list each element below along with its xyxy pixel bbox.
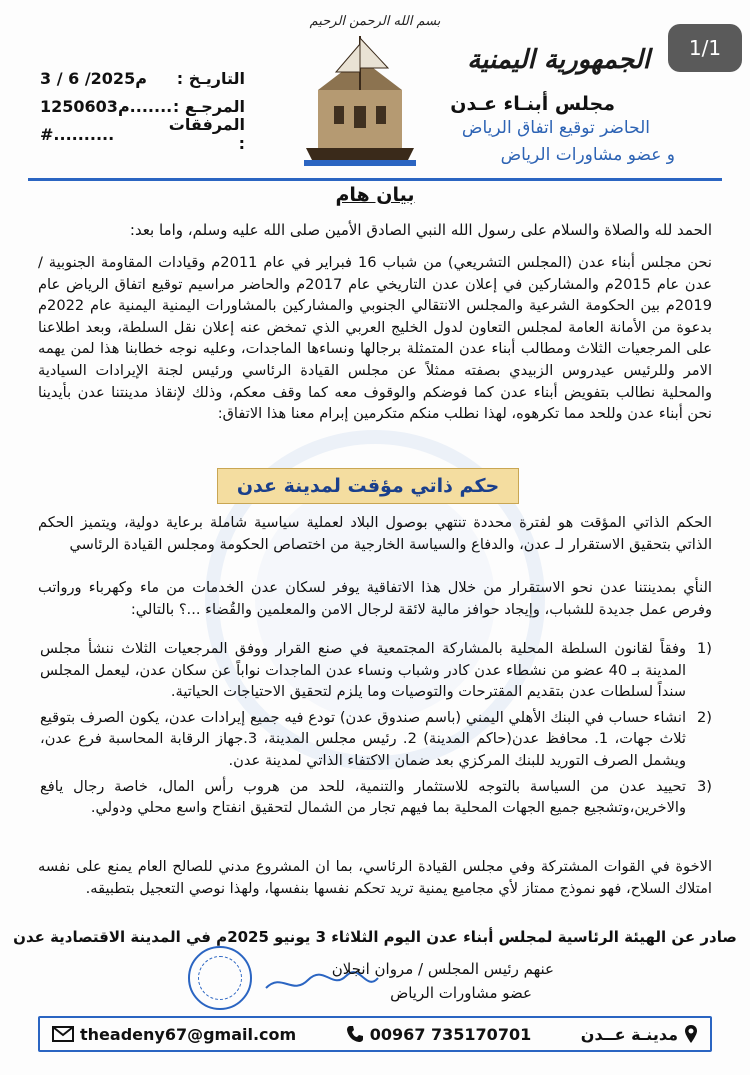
list-number: 3) bbox=[697, 777, 712, 795]
intro-paragraph: نحن مجلس أبناء عدن (المجلس التشريعي) من شباب 16 فبراير في عام 2011م وقيادات المقاومة الجنوبية /عدن عام 2015م والمشاركين في إعلان عدن التاريخي عام 2017م والحاضر مراسيم توقيع اتفاق الرياض عام 2019م بين الحكومة الشرعية والمجلس الانتقالي الجنوبي والمشاركين بالمشاورات اليمنية اليمنية عام 2022م بدعوة من الأمانة العامة لمجلس التعاون لدول الخليج العربي الذي تمخض عنه إعلان نقل السلطة، وبعد اطلاعنا على المرجعيات الثلاث ومطالب أبناء عدن المتمثلة برجالها ونساءها الماجدات، وعليه نوجه خطابنا هذا لمن يهمه الامر وللرئيس عيدروس الزبيدي بصفته ممثلاً عن مجلس القيادة الرئاسي ورئيس لجنة الإيرادات السيادية والمحلية نطالب بتفويض أبناء عدن كما فوضكم والوقوف معه كما وقف معكم، وذلك لإنقاذ مدينتنا عدن بأيدينا نحن أبناء عدن وللحد مما تكرهوه، لهذا نطلب منكم متكرمين إبرام معنا هذا الاتفاق: bbox=[38, 254, 712, 423]
page-counter[interactable]: 1/1 bbox=[668, 24, 742, 72]
list-number: 1) bbox=[697, 640, 712, 657]
closing-paragraph: الاخوة في القوات المشتركة وفي مجلس القيادة الرئاسي، بما ان المشروع مدني للصالح العام يمنع على نفسه امتلاك السلاح، فهو نموذج ممتاز لأي مجاميع يمنية تريد تحكم نفسها بنفسها، ولهذا نوصي التعجيل بتطبيقه. bbox=[38, 858, 712, 897]
list-item bbox=[40, 638, 712, 703]
list-item bbox=[40, 776, 712, 819]
meta-label: التاريـخ : bbox=[176, 68, 245, 88]
header-divider bbox=[28, 178, 722, 181]
envelope-icon bbox=[52, 1026, 74, 1042]
meta-date-row bbox=[40, 64, 245, 92]
org-name: مجلس أبنـاء عـدن bbox=[450, 93, 615, 115]
footer-phone[interactable] bbox=[346, 1025, 531, 1044]
issued-line: صادر عن الهيئة الرئاسية لمجلس أبناء عدن اليوم الثلاثاء 3 يونيو 2025م في المدينة الاقتصادية عدن bbox=[13, 928, 737, 946]
org-subtitle-2: و عضو مشاورات الرياض bbox=[500, 145, 675, 165]
demands-list bbox=[40, 638, 712, 823]
list-text: وفقاً لقانون السلطة المحلية بالمشاركة المجتمعية في صنع القرار ووفق المرجعيات الثلاث ننشأ مجلس المدينة بـ 40 عضو من نشطاء عدن كادر وشباب ونساء عدن الماجدات نواباً عن سكان عدن، ليعمل المجلس سنداً لسلطات عدن بتقديم المقترحات والتوصيات وما يلزم لتحقيق الاحتياجات الحياتية. bbox=[40, 640, 686, 701]
official-stamp-icon bbox=[188, 946, 252, 1010]
list-number: 2) bbox=[697, 708, 712, 726]
footer-email[interactable] bbox=[52, 1025, 296, 1044]
letterhead-calligraphy: الجمهورية اليمنية bbox=[467, 45, 650, 75]
document-meta bbox=[40, 64, 245, 153]
signatory-title: عضو مشاورات الرياض bbox=[390, 984, 532, 1002]
statement-heading: بيان هام bbox=[335, 184, 415, 206]
greeting-paragraph: الحمد لله والصلاة والسلام على رسول الله النبي الصادق الأمين صلى الله عليه وسلم، واما بعد: bbox=[129, 221, 712, 239]
subheading-banner: حكم ذاتي مؤقت لمدينة عدن bbox=[217, 468, 519, 504]
contact-footer bbox=[38, 1016, 712, 1052]
meta-attachments: #.......... bbox=[40, 124, 115, 144]
meta-label: المرفقات : bbox=[168, 115, 245, 153]
location-pin-icon bbox=[684, 1024, 698, 1044]
goal-paragraph: النأي بمدينتنا عدن نحو الاستقرار من خلال هذا الاتفاقية يوفر لسكان عدن الخدمات من ماء وكهرباء ورواتب وفرص عمل جديدة للشباب، وإيجاد حوافز مالية لائقة لرجال الامن والمعلمين والقُضاء ...؟ بالتالي: bbox=[38, 579, 712, 618]
list-text: انشاء حساب في البنك الأهلي اليمني (باسم صندوق عدن) تودع فيه جميع إيرادات عدن، يكون الصرف بتوقيع ثلاث جهات، 1. محافظ عدن(حاكم المدينة) 2. رئيس مجلس المدينة، 3.جهاز الرقابة المحاسبة فرع عدن، ويشمل الصرف التوريد للبنك المركزي بعد ضمان الاكتفاء الذاتي لمدينة عدن. bbox=[40, 708, 686, 769]
meta-label: المرجـع : bbox=[172, 96, 245, 116]
meta-attachments-row bbox=[40, 115, 245, 153]
meta-date: 3 / 6 /2025م bbox=[40, 68, 147, 88]
org-subtitle-1: الحاضر توقيع اتفاق الرياض bbox=[461, 118, 650, 138]
list-item bbox=[40, 707, 712, 772]
list-text: تحييد عدن من السياسة بالتوجه للاستثمار والتنمية، للحد من هروب رأس المال، خاصة رجال يافع والاخرين،وتشجيع جميع الجهات المحلية بما فيهم تجار من الشمال لتحقيق انفتاح واسع محلي ودولي. bbox=[40, 777, 686, 817]
meta-reference: 1م250603....... bbox=[40, 96, 173, 116]
footer-location bbox=[581, 1024, 698, 1044]
email-text[interactable]: theadeny67@gmail.com bbox=[80, 1024, 297, 1044]
signatory-name: عنهم رئيس المجلس / مروان انجلان bbox=[331, 960, 554, 978]
definition-paragraph: الحكم الذاتي المؤقت هو لفترة محددة تنتهي بوصول البلاد لعملية سياسية شاملة برعاية دولية، ويتميز الحكم الذاتي بتحقيق الاستقرار لـ عدن، والدفاع والسياسة الخارجية من اختصاص الحكومة ومجلس القيادة الرئاسي bbox=[38, 514, 712, 553]
council-emblem-icon bbox=[296, 28, 424, 168]
stamp-inner-ring bbox=[198, 956, 242, 1000]
phone-icon bbox=[346, 1025, 364, 1043]
city-text: مدينـة عــدن bbox=[580, 1024, 678, 1044]
bismillah: بسم الله الرحمن الرحيم bbox=[309, 14, 441, 29]
phone-text[interactable]: 00967 735170701 bbox=[369, 1024, 532, 1044]
